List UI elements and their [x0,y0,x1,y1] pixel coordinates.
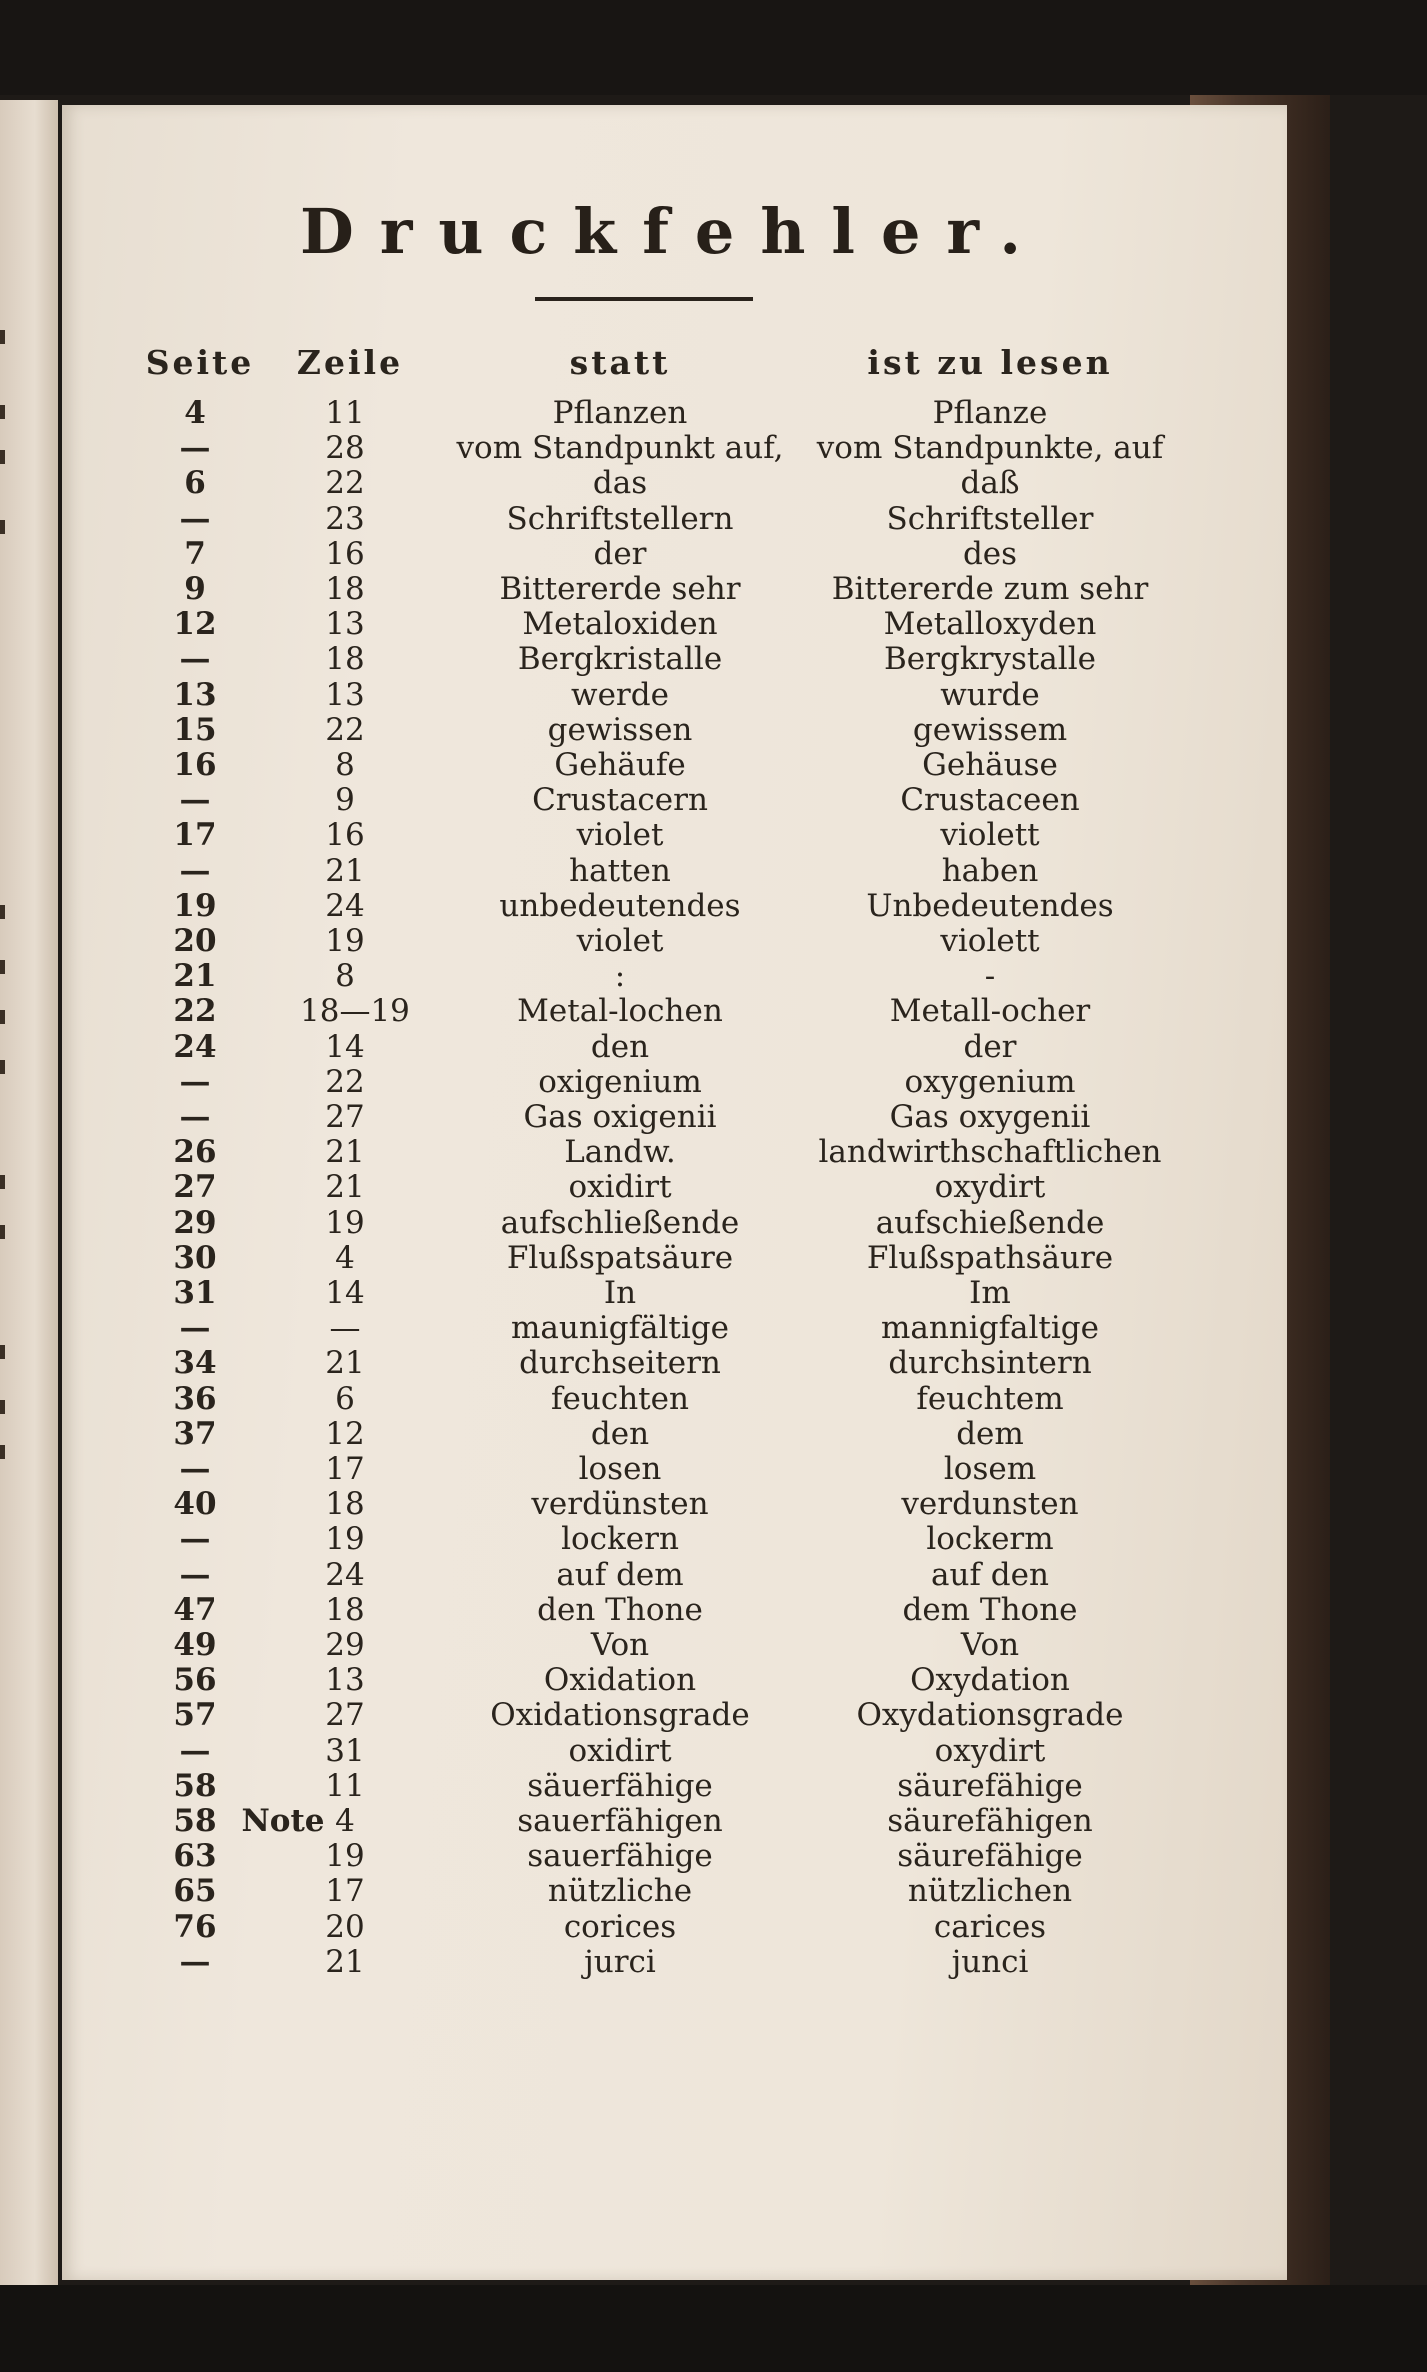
row-ist-zu-lesen: losem [943,1451,1037,1487]
header-zeile: Zeile [296,343,404,382]
row-ist-zu-lesen: der [963,1029,1017,1065]
row-ist-zu-lesen: nützlichen [907,1873,1073,1909]
row-zeile: 17 [325,1873,365,1909]
row-seite: 9 [184,571,206,607]
row-seite: 13 [173,677,217,713]
row-zeile: 18 [325,1592,365,1628]
row-ist-zu-lesen: des [962,536,1018,572]
row-ist-zu-lesen: Von [960,1627,1020,1663]
row-seite: 4 [184,395,206,431]
row-zeile: 21 [325,853,365,889]
row-zeile: 17 [325,1451,365,1487]
row-statt: das [592,465,648,501]
row-ist-zu-lesen: Metalloxyden [883,606,1097,642]
row-statt: hatten [569,853,671,889]
row-seite: 56 [173,1662,217,1698]
row-ist-zu-lesen: Crustaceen [900,782,1080,818]
left-page-mark [0,1175,5,1189]
row-seite: 17 [173,817,217,853]
left-page-mark [0,330,5,344]
row-zeile: 31 [325,1733,365,1769]
row-ist-zu-lesen: Bittererde zum sehr [831,571,1149,607]
row-statt: violet [576,817,664,853]
row-ist-zu-lesen: violett [940,923,1040,959]
row-zeile: 18—19 [300,993,410,1029]
row-ist-zu-lesen: auf den [931,1557,1049,1593]
row-statt: Oxidation [543,1662,697,1698]
row-statt: oxidirt [568,1169,672,1205]
row-ist-zu-lesen: lockerm [926,1521,1054,1557]
row-ist-zu-lesen: aufschießende [875,1205,1105,1241]
row-ist-zu-lesen: säurefähige [897,1838,1083,1874]
row-zeile: 19 [325,1838,365,1874]
row-statt: oxidirt [568,1733,672,1769]
row-ist-zu-lesen: Flußspathsäure [866,1240,1114,1276]
row-seite: 76 [173,1909,217,1945]
row-zeile: — [329,1310,361,1346]
header-seite: Seite [145,343,255,382]
left-page-mark [0,1345,5,1359]
row-zeile: 19 [325,923,365,959]
row-seite: 65 [173,1873,217,1909]
row-zeile: 29 [325,1627,365,1663]
page-title: Druckfehler. [300,195,1047,268]
left-page-mark [0,1445,5,1459]
row-ist-zu-lesen: dem [956,1416,1024,1452]
row-zeile: 13 [325,606,365,642]
row-seite: 58 [173,1803,217,1839]
left-page-mark [0,905,5,919]
row-ist-zu-lesen: Metall-ocher [889,993,1091,1029]
row-statt: sauerfähige [527,1838,713,1874]
row-seite: — [179,501,211,537]
row-zeile: 20 [325,1909,365,1945]
row-statt: : [614,958,626,994]
row-ist-zu-lesen: feuchtem [916,1381,1064,1417]
row-ist-zu-lesen: säurefähige [897,1768,1083,1804]
row-ist-zu-lesen: carices [933,1909,1047,1945]
row-zeile: 27 [325,1697,365,1733]
row-ist-zu-lesen: - [984,958,996,994]
row-seite: 31 [173,1275,217,1311]
row-ist-zu-lesen: Unbedeutendes [866,888,1114,924]
row-statt: Gas oxigenii [523,1099,717,1135]
row-statt: maunigfältige [511,1310,729,1346]
row-ist-zu-lesen: dem Thone [902,1592,1078,1628]
row-zeile: 13 [325,1662,365,1698]
row-seite: 58 [173,1768,217,1804]
row-ist-zu-lesen: oxygenium [904,1064,1076,1100]
row-seite: 36 [173,1381,217,1417]
header-statt: statt [569,343,671,382]
row-seite: — [179,1733,211,1769]
left-page-mark [0,1225,5,1239]
row-statt: verdünsten [531,1486,709,1522]
row-statt: Von [590,1627,650,1663]
row-ist-zu-lesen: durchsintern [888,1345,1092,1381]
row-zeile: 21 [325,1944,365,1980]
row-ist-zu-lesen: gewissem [912,712,1068,748]
background-bottom [0,2285,1427,2372]
left-page-mark [0,520,5,534]
row-ist-zu-lesen: Schriftsteller [886,501,1094,537]
row-zeile: 21 [325,1134,365,1170]
row-statt: In [603,1275,637,1311]
row-ist-zu-lesen: Gas oxygenii [889,1099,1091,1135]
row-statt: den [590,1029,650,1065]
row-statt: durchseitern [519,1345,721,1381]
row-zeile: 9 [335,782,355,818]
row-seite: 7 [184,536,206,572]
row-statt: Gehäufe [554,747,686,783]
row-ist-zu-lesen: wurde [940,677,1040,713]
row-statt: Metal-lochen [517,993,723,1029]
row-seite: 29 [173,1205,217,1241]
row-statt: gewissen [547,712,693,748]
row-seite: 15 [173,712,217,748]
row-zeile: 8 [335,747,355,783]
row-seite: 57 [173,1697,217,1733]
row-statt: vom Standpunkt auf, [456,430,784,466]
row-zeile: 6 [335,1381,355,1417]
row-note: Note [241,1803,325,1839]
row-seite: 37 [173,1416,217,1452]
row-ist-zu-lesen: vom Standpunkte, auf [816,430,1164,466]
row-zeile: 18 [325,641,365,677]
row-ist-zu-lesen: oxydirt [934,1169,1046,1205]
row-zeile: 14 [325,1029,365,1065]
row-statt: violet [576,923,664,959]
row-ist-zu-lesen: haben [941,853,1039,889]
row-ist-zu-lesen: Bergkrystalle [884,641,1096,677]
row-ist-zu-lesen: Oxydationsgrade [856,1697,1124,1733]
header-ist-zu-lesen: ist zu lesen [867,343,1113,382]
row-seite: 12 [173,606,217,642]
row-seite: 6 [184,465,206,501]
row-seite: 40 [173,1486,217,1522]
row-seite: — [179,1099,211,1135]
row-seite: 47 [173,1592,217,1628]
row-statt: unbedeutendes [499,888,741,924]
left-page-mark [0,405,5,419]
row-seite: 26 [173,1134,217,1170]
row-ist-zu-lesen: verdunsten [901,1486,1079,1522]
row-statt: säuerfähige [527,1768,713,1804]
row-statt: Schriftstellern [506,501,734,537]
row-seite: 63 [173,1838,217,1874]
row-statt: losen [578,1451,662,1487]
row-zeile: 24 [325,1557,365,1593]
row-statt: oxigenium [538,1064,702,1100]
row-zeile: 12 [325,1416,365,1452]
row-zeile: 24 [325,888,365,924]
row-zeile: 19 [325,1205,365,1241]
row-seite: 21 [173,958,217,994]
row-zeile: 22 [325,465,365,501]
row-seite: — [179,641,211,677]
row-ist-zu-lesen: Oxydation [910,1662,1070,1698]
row-statt: den [590,1416,650,1452]
row-zeile: 27 [325,1099,365,1135]
row-ist-zu-lesen: violett [940,817,1040,853]
left-page-mark [0,1060,5,1074]
row-seite: 19 [173,888,217,924]
row-seite: 30 [173,1240,217,1276]
row-statt: Landw. [564,1134,676,1170]
row-zeile: 4 [335,1803,355,1839]
row-statt: den Thone [537,1592,703,1628]
row-statt: Metaloxiden [522,606,718,642]
row-zeile: 14 [325,1275,365,1311]
row-statt: feuchten [551,1381,689,1417]
row-zeile: 23 [325,501,365,537]
row-statt: Bittererde sehr [499,571,741,607]
row-seite: 27 [173,1169,217,1205]
row-zeile: 19 [325,1521,365,1557]
row-statt: sauerfähigen [517,1803,723,1839]
row-seite: 34 [173,1345,217,1381]
row-seite: — [179,1310,211,1346]
row-zeile: 22 [325,712,365,748]
row-zeile: 18 [325,1486,365,1522]
row-statt: der [593,536,647,572]
row-seite: — [179,1944,211,1980]
row-seite: — [179,853,211,889]
row-zeile: 16 [325,817,365,853]
row-statt: Flußspatsäure [506,1240,734,1276]
left-page-edge [0,100,58,2295]
row-ist-zu-lesen: junci [951,1944,1029,1980]
row-zeile: 11 [325,395,365,431]
row-statt: Bergkristalle [517,641,723,677]
row-ist-zu-lesen: landwirthschaftlichen [818,1134,1162,1170]
row-statt: aufschließende [500,1205,740,1241]
row-seite: 22 [173,993,217,1029]
row-zeile: 13 [325,677,365,713]
row-statt: lockern [561,1521,679,1557]
left-page-mark [0,960,5,974]
row-ist-zu-lesen: Im [969,1275,1011,1311]
row-zeile: 28 [325,430,365,466]
row-seite: — [179,1064,211,1100]
row-zeile: 8 [335,958,355,994]
row-ist-zu-lesen: daß [960,465,1020,501]
row-zeile: 21 [325,1169,365,1205]
row-zeile: 18 [325,571,365,607]
row-statt: Oxidationsgrade [490,1697,750,1733]
background-top [0,0,1427,95]
row-ist-zu-lesen: oxydirt [934,1733,1046,1769]
row-statt: werde [571,677,669,713]
row-statt: nützliche [547,1873,693,1909]
row-zeile: 21 [325,1345,365,1381]
left-page-mark [0,1010,5,1024]
title-rule [535,297,753,301]
row-statt: Crustacern [532,782,708,818]
row-zeile: 11 [325,1768,365,1804]
row-seite: 20 [173,923,217,959]
row-statt: Pflanzen [552,395,688,431]
row-statt: corices [563,1909,677,1945]
row-ist-zu-lesen: Gehäuse [922,747,1058,783]
row-zeile: 22 [325,1064,365,1100]
row-seite: 24 [173,1029,217,1065]
row-seite: 16 [173,747,217,783]
row-ist-zu-lesen: Pflanze [932,395,1048,431]
row-statt: auf dem [556,1557,684,1593]
row-seite: 49 [173,1627,217,1663]
row-seite: — [179,1451,211,1487]
row-statt: jurci [584,1944,656,1980]
left-page-mark [0,450,5,464]
row-seite: — [179,1521,211,1557]
left-page-mark [0,1400,5,1414]
row-zeile: 16 [325,536,365,572]
row-ist-zu-lesen: mannigfaltige [881,1310,1099,1346]
row-seite: — [179,1557,211,1593]
row-zeile: 4 [335,1240,355,1276]
row-seite: — [179,430,211,466]
row-ist-zu-lesen: säurefähigen [887,1803,1093,1839]
row-seite: — [179,782,211,818]
